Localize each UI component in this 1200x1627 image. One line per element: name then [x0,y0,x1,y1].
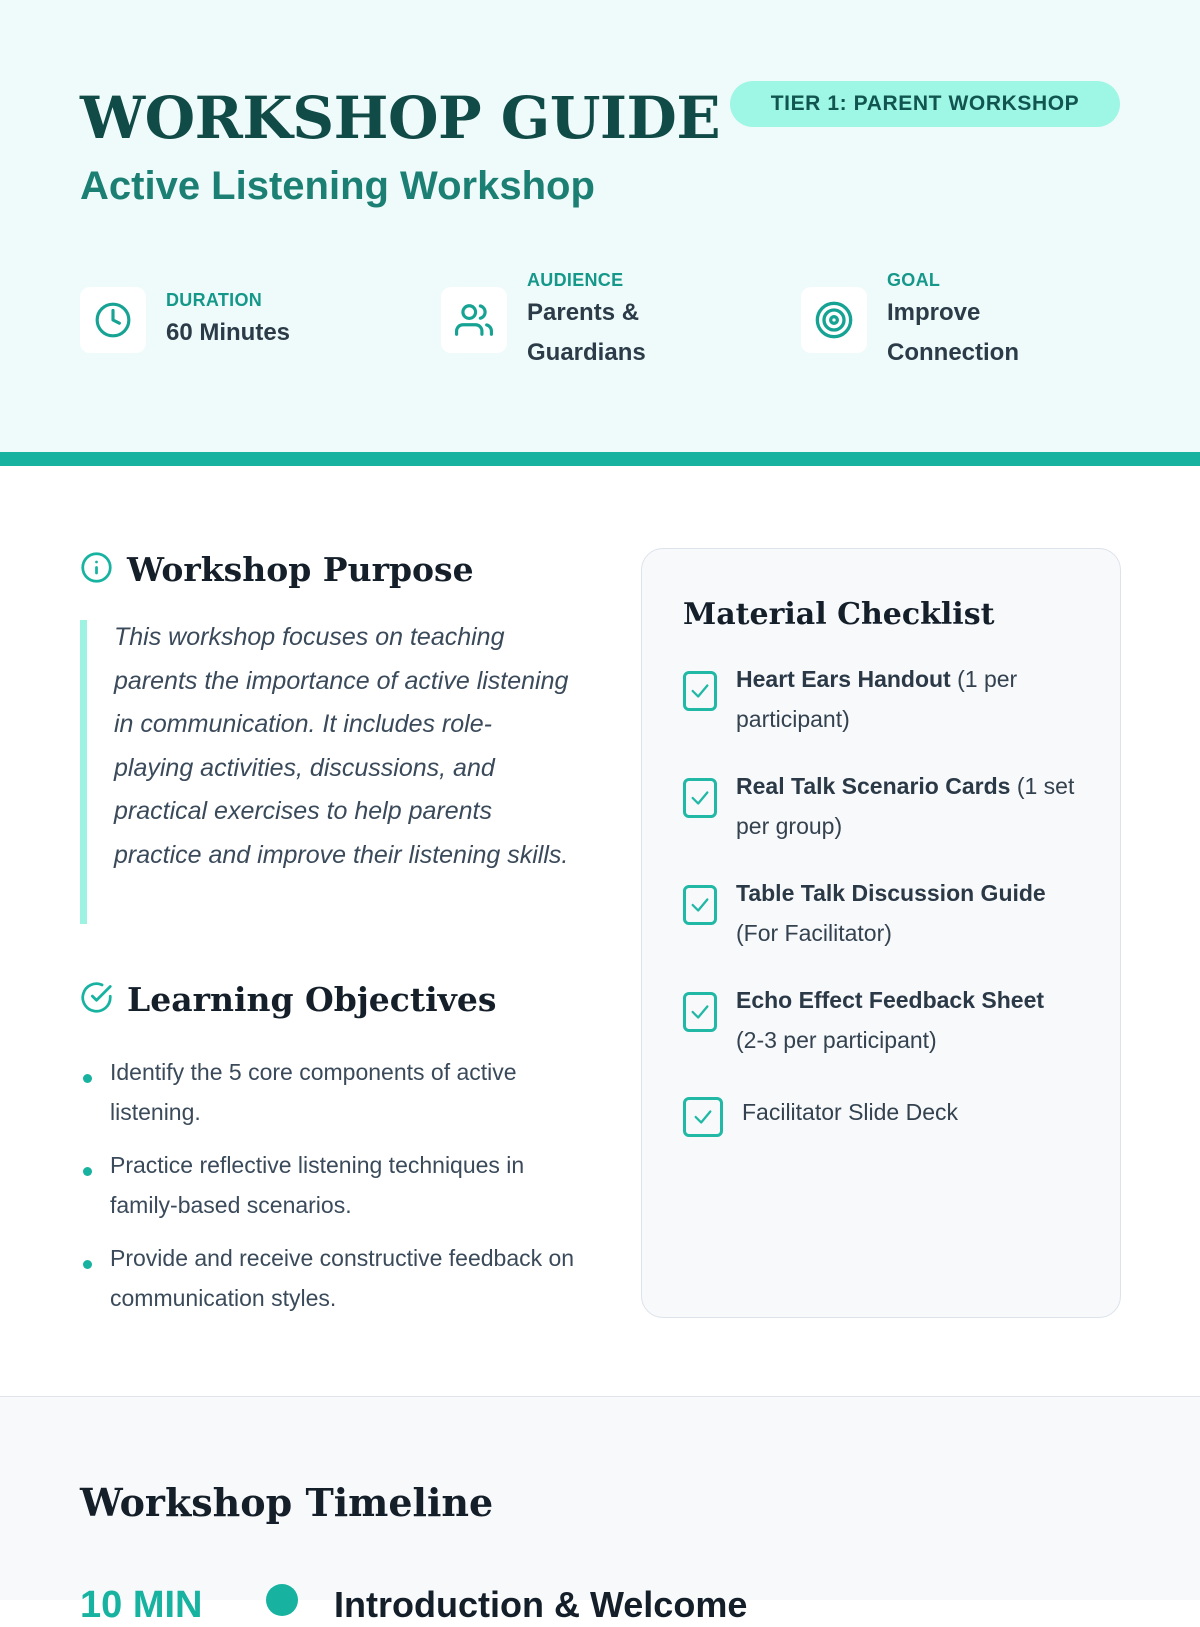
check-circle-icon [80,981,113,1019]
objectives-heading-text: Learning Objectives [127,980,497,1019]
timeline-title: Workshop Timeline [80,1480,494,1525]
bullet-dot [83,1260,92,1269]
objective-text: Identify the 5 core components of active listening. [110,1059,517,1125]
item-name: Table Talk Discussion Guide [736,880,1046,906]
checklist-title: Material Checklist [683,597,995,632]
item-name: Heart Ears Handout [736,666,951,692]
checklist-item[interactable] [683,766,1076,846]
checkbox-checked-icon[interactable] [683,1097,723,1137]
list-item [80,1145,590,1225]
checkbox-checked-icon[interactable] [683,992,717,1032]
meta-audience [441,262,646,378]
timeline-dot [266,1584,298,1616]
page-title: WORKSHOP GUIDE [80,84,721,152]
target-icon [801,287,867,353]
meta-label: GOAL [887,270,941,290]
clock-icon [80,287,146,353]
purpose-heading [80,550,474,589]
list-item [80,1238,590,1318]
meta-label: DURATION [166,290,263,310]
checklist-item[interactable] [683,980,1076,1060]
checkbox-checked-icon[interactable] [683,778,717,818]
timeline-time: 10 MIN [80,1584,203,1626]
page-subtitle: Active Listening Workshop [80,164,595,208]
objective-text: Provide and receive constructive feedback on communication styles. [110,1245,575,1311]
checkbox-checked-icon[interactable] [683,885,717,925]
header-divider [0,452,1200,466]
item-detail: (2-3 per participant) [736,1027,937,1053]
purpose-quote [80,620,570,924]
list-item [80,1052,590,1132]
objectives-list [80,1052,590,1331]
checklist-item[interactable] [683,873,1076,953]
meta-label: AUDIENCE [527,270,624,290]
tier-badge: TIER 1: PARENT WORKSHOP [730,81,1120,127]
meta-value-line: Guardians [527,339,646,366]
item-detail: Facilitator Slide Deck [742,1099,959,1125]
item-detail: (1 per participant) [736,666,1018,732]
meta-value: 60 Minutes [166,319,291,346]
checkbox-checked-icon[interactable] [683,671,717,711]
checklist-item[interactable] [683,1085,1082,1137]
meta-value-line: Improve [887,299,981,326]
meta-value-line: Connection [887,339,1019,366]
purpose-text: This workshop focuses on teaching parents the importance of active listening in communication. It includes role-playing activities, discussions, and practical exercises to help parents practice and improve their listening skills. [114,623,569,869]
bullet-dot [83,1074,92,1083]
header-section [0,0,1200,452]
info-icon [80,551,113,589]
meta-duration [80,262,290,378]
item-name: Real Talk Scenario Cards [736,773,1011,799]
item-name: Echo Effect Feedback Sheet [736,987,1045,1013]
item-detail: (For Facilitator) [736,920,892,946]
item-detail: (1 set per group) [736,773,1075,839]
meta-goal [801,262,1019,378]
checklist-item[interactable] [683,659,1076,739]
timeline-item-title: Introduction & Welcome [334,1584,748,1625]
bullet-dot [83,1167,92,1176]
meta-value-line: Parents & [527,299,640,326]
material-checklist [641,548,1121,1318]
users-icon [441,287,507,353]
purpose-heading-text: Workshop Purpose [127,550,474,589]
objective-text: Practice reflective listening techniques in family-based scenarios. [110,1152,525,1218]
objectives-heading [80,980,496,1019]
